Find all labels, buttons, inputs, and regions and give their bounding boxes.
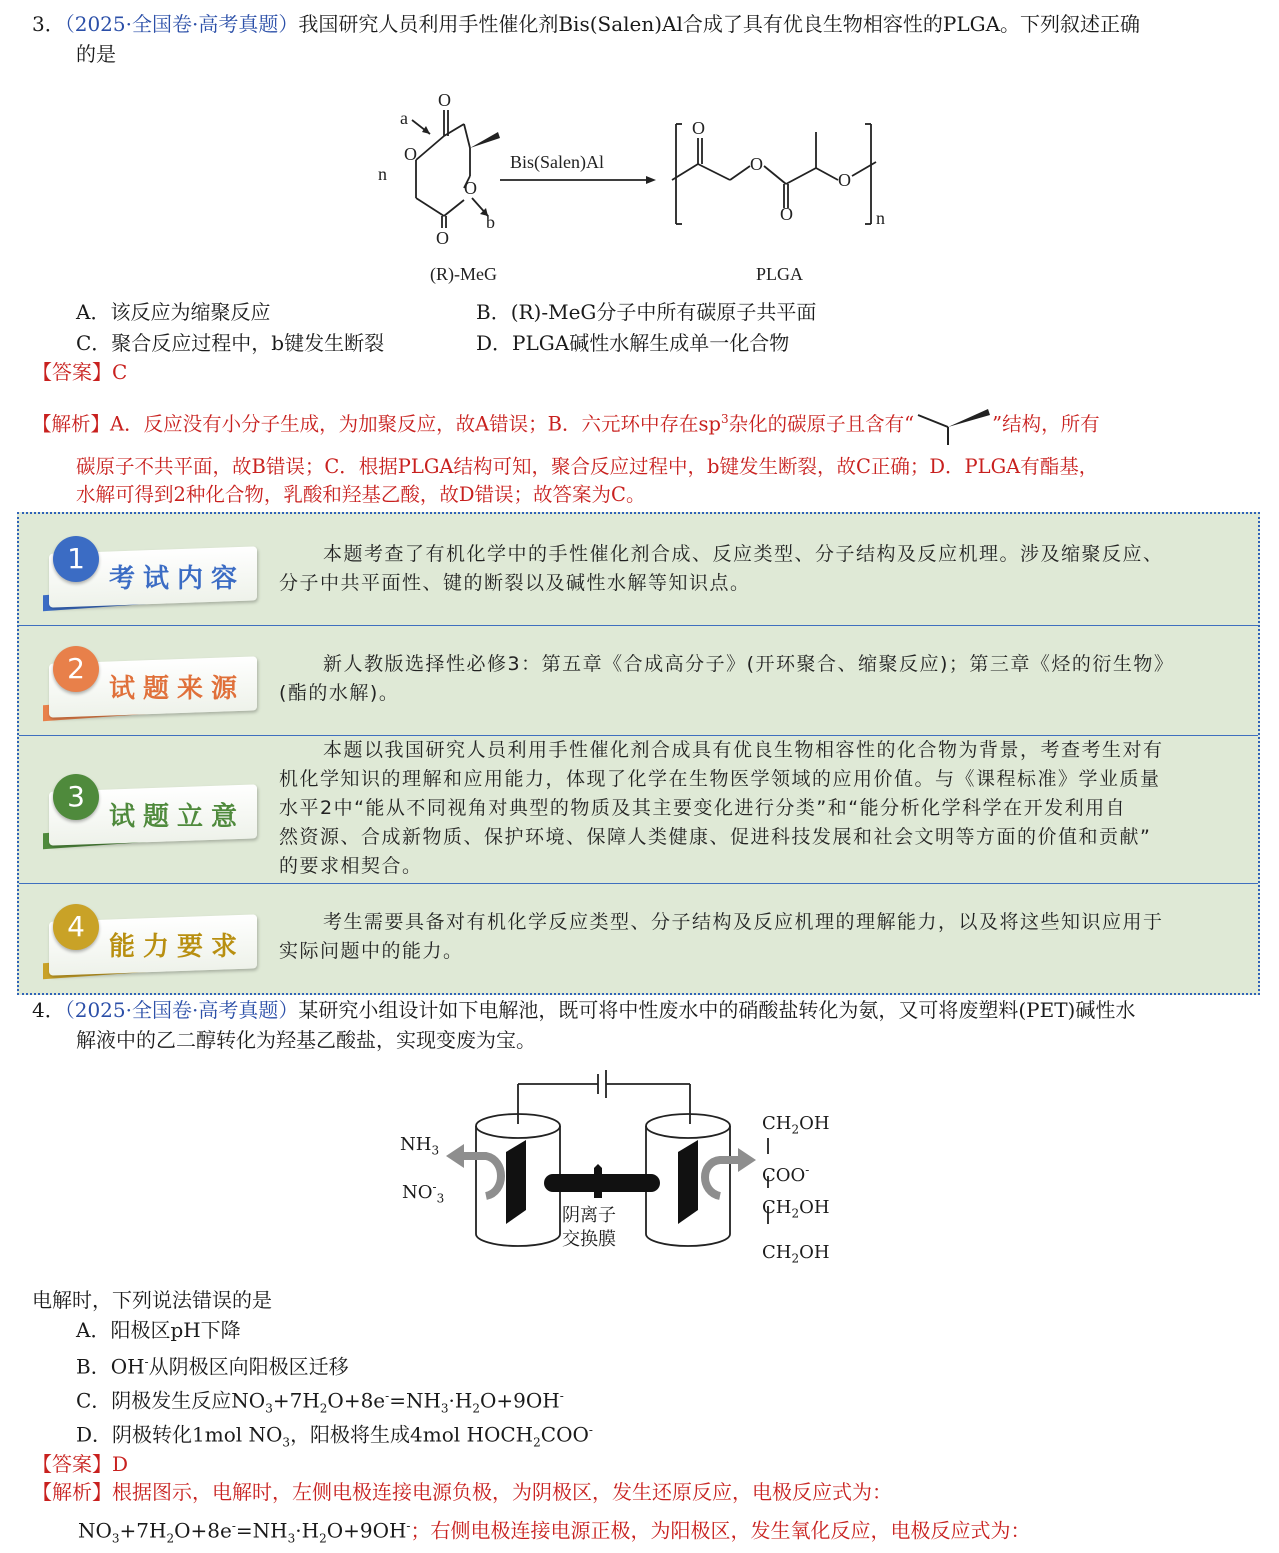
panel-divider — [19, 883, 1258, 884]
q3-plga-o1: O — [692, 118, 705, 138]
q3-option-c: C．聚合反应过程中，b键发生断裂 — [76, 331, 385, 355]
product-row4 — [762, 1241, 830, 1271]
q4-option-c-mid3: =NH — [389, 1388, 441, 1413]
product-row1 — [762, 1112, 830, 1142]
q3-analysis-sup: 3 — [721, 412, 729, 426]
q3-plga-o4: O — [838, 170, 851, 190]
q4-question: 电解时，下列说法错误的是 — [32, 1288, 272, 1312]
q3-product-name: PLGA — [756, 264, 804, 284]
r4-text: CH — [762, 1242, 792, 1264]
r4-end: OH — [799, 1242, 830, 1264]
q4-option-d-mid: ，阳极将生成4mol HOCH — [290, 1422, 534, 1447]
q3-option-b: B．(R)-MeG分子中所有碳原子共平面 — [476, 300, 817, 324]
q3-analysis-line1 — [32, 405, 1100, 447]
question-source-line1: 新人教版选择性必修3：第五章《合成高分子》(开环聚合、缩聚反应)；第三章《烃的衍生物》 — [323, 653, 1175, 675]
q4-analysis-line1 — [32, 1478, 892, 1506]
q3-label-b: b — [486, 212, 495, 232]
q3-reactant-name: (R)-MeG — [430, 264, 497, 284]
r4-sub: 2 — [791, 1251, 800, 1266]
q3-plga-o3: O — [780, 204, 793, 224]
q4-option-a: A．阳极区pH下降 — [76, 1318, 241, 1342]
question-intent-line2: 机化学知识的理解和应用能力，体现了化学在生物医学领域的应用价值。与《课程标准》学业质量 — [279, 768, 1161, 790]
no3-text: NO — [402, 1182, 433, 1203]
q3-label-a: a — [400, 108, 408, 128]
q3-analysis-text-a: A．反应没有小分子生成，为加聚反应，故A错误；B．六元环中存在sp — [110, 412, 722, 436]
q4-option-d: D．阴极转化1mol $NO_3$，阳极将生成4mol $HOCH_2COO^-$ — [76, 1422, 593, 1450]
question-source-text — [279, 650, 1249, 708]
ability-requirement-line1: 考生需要具备对有机化学反应类型、分子结构及反应机理的理解能力，以及将这些知识应用于 — [323, 911, 1164, 933]
q3-analysis-line2: 碳原子不共平面，故B错误；C．根据PLGA结构可知，聚合反应过程中，b键发生断裂，故C正确；D．PLGA有酯基， — [76, 455, 1099, 478]
badge-title: 能力要求 — [109, 932, 246, 962]
q3-stem-line2: 的是 — [76, 42, 116, 66]
question-intent-line1: 本题以我国研究人员利用手性催化剂合成具有优良生物相容性的化合物为背景，考查考生对有 — [323, 739, 1164, 761]
exam-content-line2: 分子中共平面性、键的断裂以及碱性水解等知识点。 — [279, 572, 751, 594]
q4-option-c-pre: C．阴极发生反应NO — [76, 1388, 266, 1413]
q4-option-b-sup: - — [144, 1355, 149, 1369]
q3-answer: 【答案】C — [32, 360, 128, 384]
ability-requirement-text — [279, 908, 1249, 966]
badge-title: 试题立意 — [109, 802, 246, 832]
q4-option-c-end: O+9OH — [480, 1388, 560, 1413]
membrane-label — [562, 1204, 616, 1252]
r3-end: OH — [799, 1196, 830, 1218]
badge-question-intent — [43, 782, 261, 844]
badge-question-source — [43, 654, 261, 716]
badge-title: 考试内容 — [109, 564, 246, 594]
r3-text: CH — [762, 1196, 792, 1218]
q3-option-d: D．PLGA碱性水解生成单一化合物 — [476, 331, 790, 355]
membrane-label-line2: 交换膜 — [562, 1229, 616, 1250]
analysis-panel — [17, 512, 1260, 995]
q4-source: （2025·全国卷·高考真题） — [64, 998, 299, 1022]
q3-analysis-text-c: ”结构，所有 — [992, 412, 1100, 436]
badge-ability-requirement — [43, 912, 261, 974]
badge-number: 1 — [53, 536, 99, 582]
q4-answer: 【答案】D — [32, 1452, 129, 1476]
badge-number: 3 — [53, 774, 99, 820]
q4-stem-line1 — [32, 996, 1135, 1024]
q4-stem-text: 某研究小组设计如下电解池，既可将中性废水中的硝酸盐转化为氨，又可将废塑料(PET)碱性水 — [298, 998, 1136, 1022]
no3-sup: - — [432, 1180, 437, 1194]
q4-eq-b: O+8e — [174, 1518, 232, 1543]
q3-number: 3． — [32, 12, 65, 36]
no3-label — [402, 1180, 444, 1206]
question-intent-line4: 然资源、合成新物质、保护环境、保障人类健康、促进科技发展和社会文明等方面的价值和贡献” — [279, 826, 1152, 848]
structure-fragment-icon — [914, 407, 992, 447]
q4-option-b-post: 从阴极区向阳极区迁移 — [148, 1354, 349, 1379]
question-source-line2: (酯的水解)。 — [279, 682, 400, 704]
panel-divider — [19, 625, 1258, 626]
q4-option-c-mid: +7H — [272, 1388, 320, 1413]
q4-electrolysis-diagram — [390, 1068, 850, 1268]
q3-atom-o-top: O — [438, 90, 451, 110]
q4-eq-e: O+9OH — [326, 1518, 407, 1543]
q4-eq-pre: NO — [78, 1518, 112, 1543]
nh3-text: NH — [400, 1134, 432, 1155]
q3-source: （2025·全国卷·高考真题） — [64, 12, 299, 36]
product-structure — [762, 1112, 830, 1271]
q4-option-b-pre: B．OH — [76, 1354, 145, 1379]
exam-content-line1: 本题考查了有机化学中的手性催化剂合成、反应类型、分子结构及反应机理。涉及缩聚反应、 — [323, 543, 1164, 565]
q4-option-c-mid2: O+8e — [327, 1388, 386, 1413]
q4-analysis-tail: ；右侧电极连接电源正极，为阳极区，发生氧化反应，电极反应式为： — [410, 1518, 1031, 1543]
q4-eq-c: =NH — [235, 1518, 288, 1543]
q4-option-b — [76, 1348, 349, 1381]
r1-end: OH — [799, 1113, 830, 1134]
q4-option-d-end: COO — [540, 1422, 589, 1447]
membrane-label-line1: 阴离子 — [562, 1205, 616, 1226]
q3-catalyst-label: Bis(Salen)Al — [510, 152, 604, 172]
badge-number: 4 — [53, 904, 99, 950]
r2-text: COO — [762, 1164, 806, 1186]
q3-option-a: A．该反应为缩聚反应 — [76, 300, 271, 324]
product-row3 — [762, 1196, 830, 1226]
product-row2 — [762, 1158, 830, 1188]
nh3-sub: 3 — [431, 1143, 440, 1158]
badge-number: 2 — [53, 646, 99, 692]
q4-eq-d: ·H — [295, 1518, 320, 1543]
q4-option-c-mid4: ·H — [448, 1388, 473, 1413]
q3-reaction-scheme — [360, 88, 920, 288]
q3-analysis-tag: 【解析】 — [32, 412, 111, 436]
question-intent-line3: 水平2中“能从不同视角对典型的物质及其主要变化进行分类”和“能分析化学科学在开发利用自 — [279, 797, 1127, 819]
question-intent-text — [279, 736, 1249, 881]
q4-stem-line2: 解液中的乙二醇转化为羟基乙酸盐，实现变废为宝。 — [76, 1028, 536, 1052]
q4-number: 4． — [32, 998, 65, 1022]
exam-content-text — [279, 540, 1249, 598]
q3-stem-line1 — [32, 10, 1140, 38]
r1-sub: 2 — [791, 1122, 800, 1137]
badge-title: 试题来源 — [109, 674, 246, 704]
q3-n-left: n — [378, 164, 387, 184]
q3-analysis-line3: 水解可得到2种化合物，乳酸和羟基乙酸，故D错误；故答案为C。 — [76, 483, 646, 506]
q3-plga-o2: O — [750, 154, 763, 174]
r2-sup: - — [805, 1162, 810, 1177]
q3-analysis-text-b: 杂化的碳原子且含有“ — [728, 412, 915, 436]
q3-n-right: n — [876, 208, 885, 228]
ability-requirement-line2: 实际问题中的能力。 — [279, 940, 464, 962]
nh3-label — [400, 1134, 439, 1158]
q3-stem-text: 我国研究人员利用手性催化剂Bis(Salen)Al合成了具有优良生物相容性的PLGA。下列叙述正确 — [298, 12, 1141, 36]
q4-option-c: C．阴极发生反应$NO_3+7H_2O+8e^-=NH_3\cdot H_2O+9OH^-$ — [76, 1388, 564, 1416]
q4-option-d-pre: D．阴极转化1mol NO — [76, 1422, 283, 1447]
q4-eq-a: +7H — [119, 1518, 167, 1543]
question-intent-line5: 的要求相契合。 — [279, 855, 423, 877]
q3-atom-o-left: O — [404, 144, 417, 164]
q3-atom-o-bottom: O — [436, 228, 449, 248]
q4-analysis-tag: 【解析】 — [32, 1480, 112, 1504]
q3-atom-o-right: O — [464, 178, 477, 198]
q4-analysis-text: 根据图示，电解时，左侧电极连接电源负极，为阴极区，发生还原反应，电极反应式为： — [112, 1480, 892, 1504]
no3-sub: 3 — [436, 1191, 445, 1206]
badge-exam-content — [43, 544, 261, 606]
r1-text: CH — [762, 1113, 792, 1134]
q4-analysis-line2: $NO_3+7H_2O+8e^-=NH_3\cdot H_2O+9OH^-$；右侧电极连接电源正极，为阳极区，发生氧化反应，电极反应式为： — [78, 1518, 1031, 1546]
r3-sub: 2 — [791, 1206, 800, 1221]
